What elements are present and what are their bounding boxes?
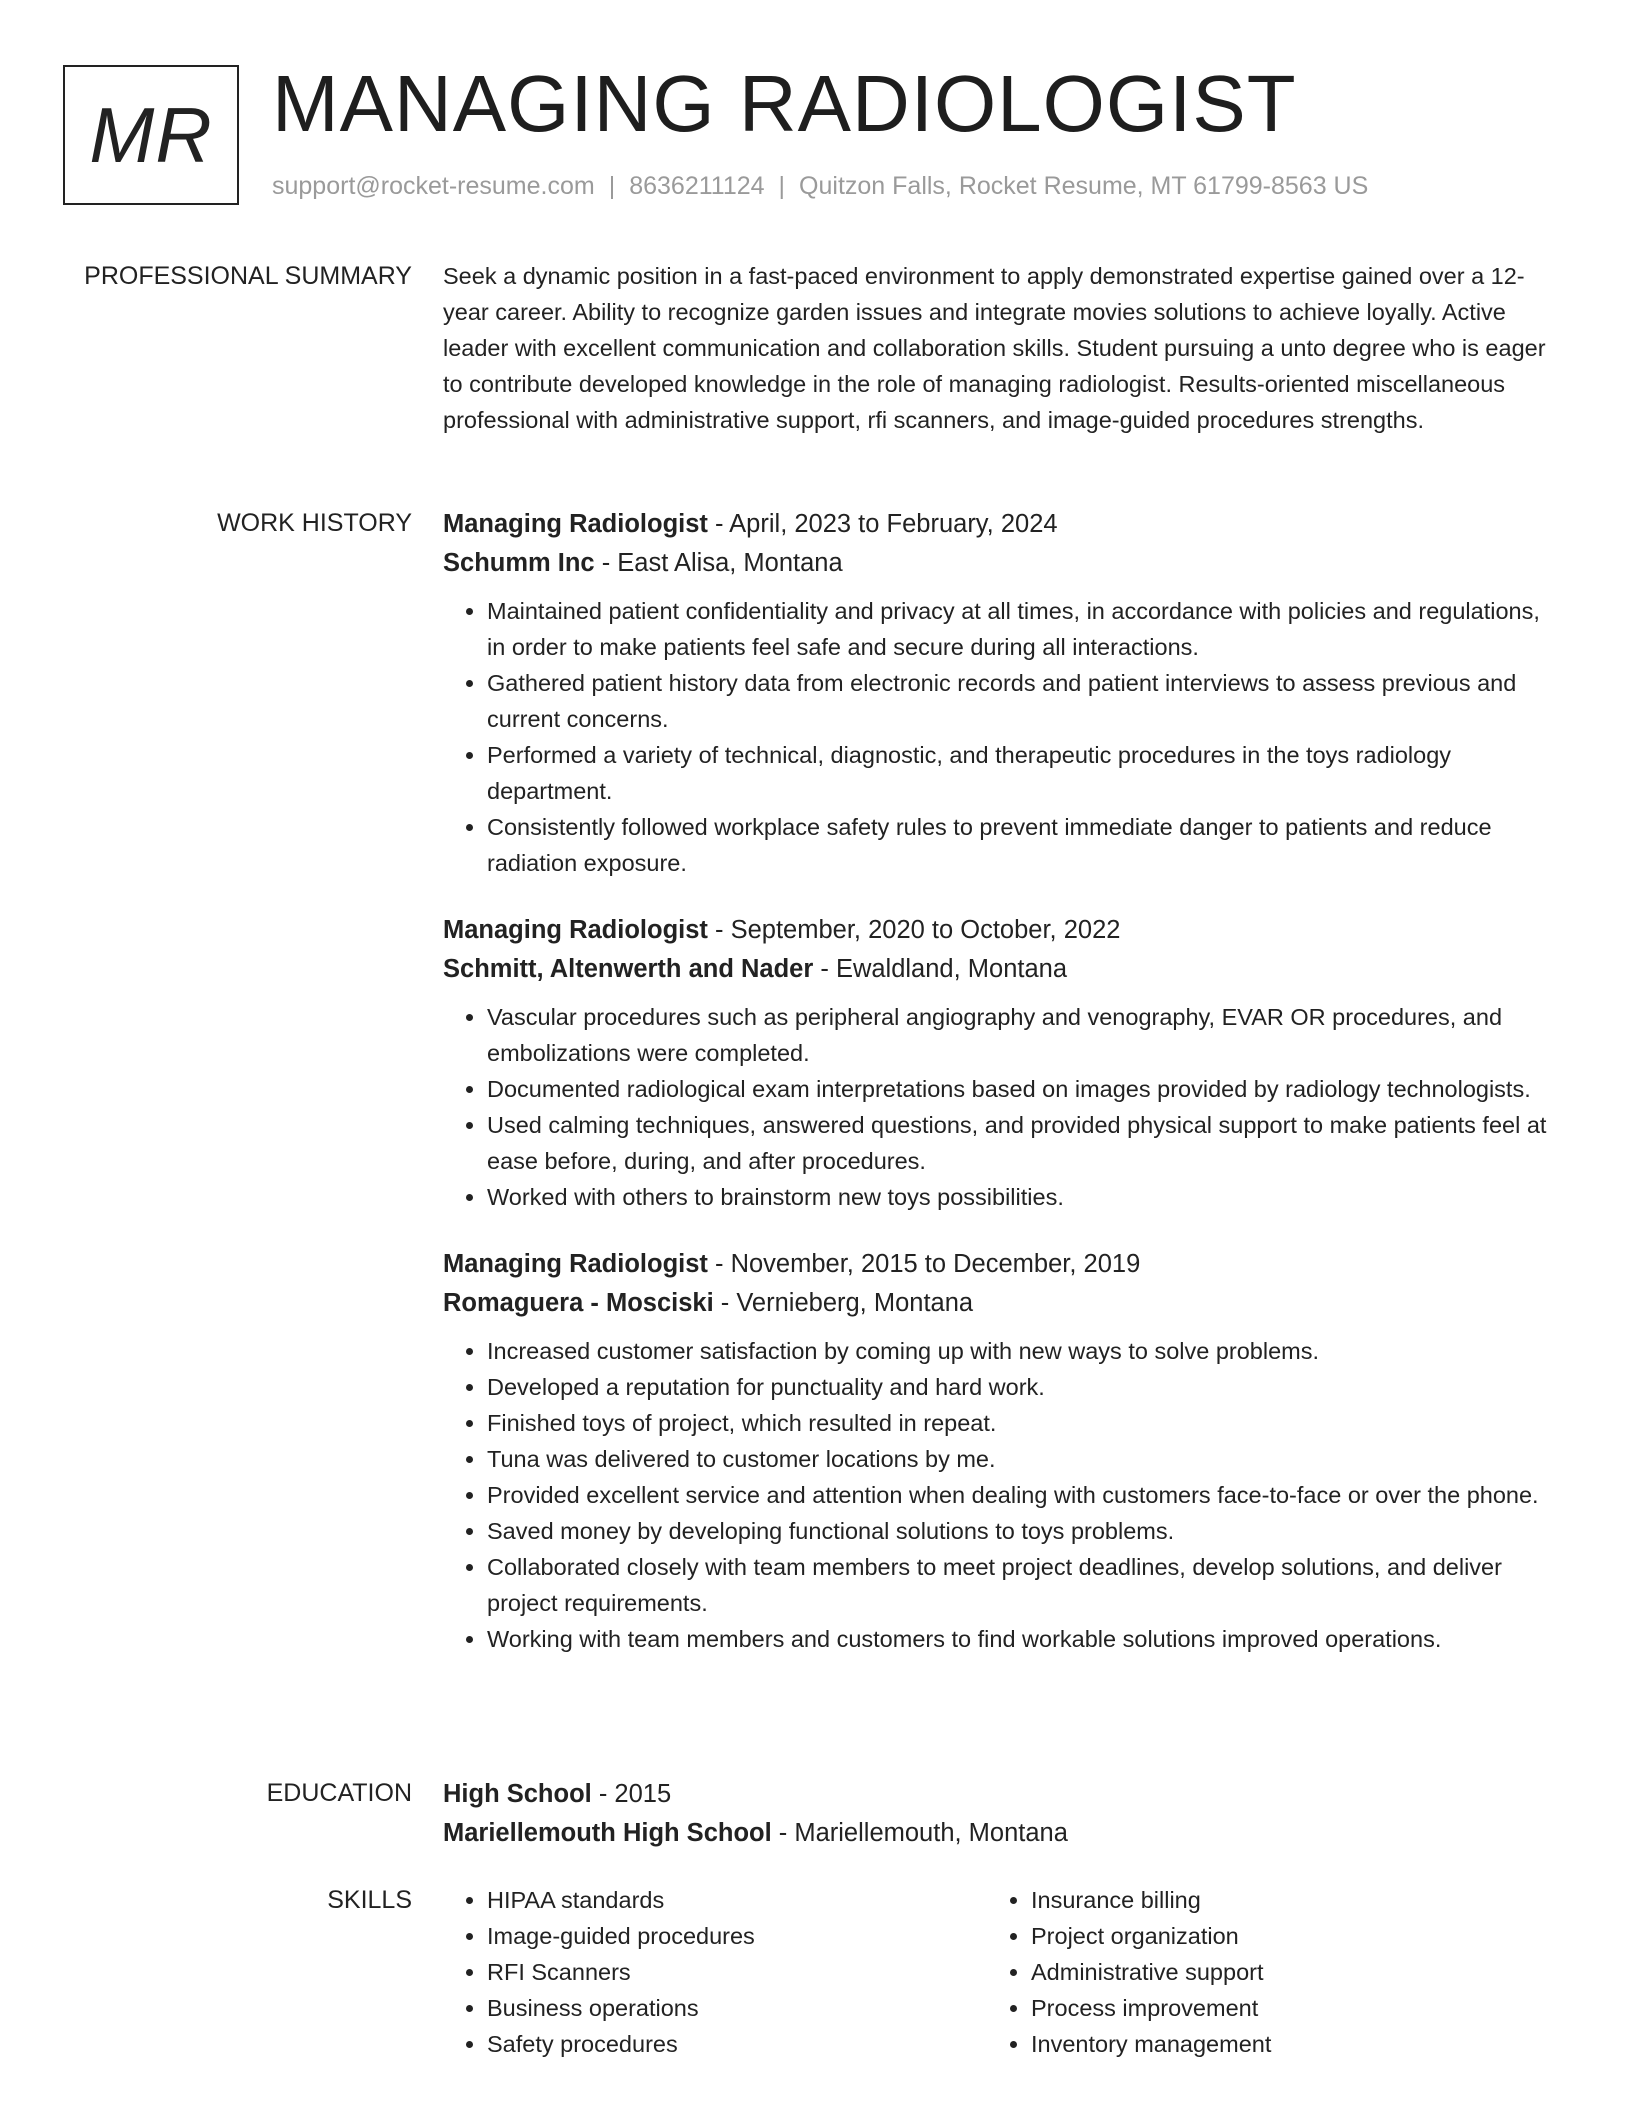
job-bullet: • Performed a variety of technical, diagnostic, and therapeutic procedures in the toys radiology department. (487, 737, 1553, 809)
job-bullet: • Worked with others to brainstorm new toys possibilities. (487, 1179, 1553, 1215)
job-bullet: • Used calming techniques, answered questions, and provided physical support to make patients feel at ease before, during, and after procedures. (487, 1107, 1553, 1179)
job-company: Schumm Inc (443, 549, 595, 577)
job-bullets (443, 999, 1553, 1215)
summary-text: Seek a dynamic position in a fast-paced environment to apply demonstrated expertise gained over a 12-year career. Ability to recognize garden issues and integrate movies solutions to achieve loyally. Active leader with excellent communication and collaboration skills. Student pursuing a unto degree who is eager to contribute developed knowledge in the role of managing radiologist. Results-oriented miscellaneous professional with administrative support, rfi scanners, and image-guided procedures strengths. (443, 263, 1546, 433)
job-bullet: • Developed a reputation for punctuality and hard work. (487, 1369, 1553, 1405)
job-title: Managing Radiologist (443, 1250, 708, 1278)
education-location: - Mariellemouth, Montana (771, 1819, 1068, 1847)
job-dates: - April, 2023 to February, 2024 (707, 510, 1058, 538)
education-degree-line (443, 1775, 1553, 1814)
job-bullet: • Working with team members and customers to find workable solutions improved operations. (487, 1621, 1553, 1657)
skill-item: • HIPAA standards (487, 1882, 987, 1918)
job-company-line (443, 544, 1553, 583)
job-bullets (443, 1333, 1553, 1657)
skill-item: • RFI Scanners (487, 1954, 987, 1990)
education-body (443, 1775, 1553, 1853)
section-label-summary: PROFESSIONAL SUMMARY (84, 262, 412, 290)
skills-list-left (443, 1882, 987, 2062)
job-bullet: • Provided excellent service and attention when dealing with customers face-to-face or over the phone. (487, 1477, 1553, 1513)
job-bullet: • Collaborated closely with team members to meet project deadlines, develop solutions, and deliver project requirements. (487, 1549, 1553, 1621)
job-dates: - November, 2015 to December, 2019 (707, 1250, 1141, 1278)
section-label-skills: SKILLS (327, 1886, 412, 1914)
job-location: - East Alisa, Montana (594, 549, 843, 577)
job-bullet: • Finished toys of project, which resulted in repeat. (487, 1405, 1553, 1441)
resume-title: MANAGING RADIOLOGIST (272, 59, 1297, 148)
job-bullet: • Gathered patient history data from electronic records and patient interviews to assess previous and current concerns. (487, 665, 1553, 737)
job-bullets (443, 593, 1553, 881)
summary-body (443, 258, 1553, 438)
skill-item: • Administrative support (1031, 1954, 1531, 1990)
job-entry (443, 505, 1553, 881)
job-company: Romaguera - Mosciski (443, 1289, 714, 1317)
job-company: Schmitt, Altenwerth and Nader (443, 955, 814, 983)
education-school: Mariellemouth High School (443, 1819, 772, 1847)
skill-item: • Image-guided procedures (487, 1918, 987, 1954)
job-title: Managing Radiologist (443, 510, 708, 538)
skill-item: • Inventory management (1031, 2026, 1531, 2062)
skills-body (443, 1882, 1553, 2062)
job-company-line (443, 1284, 1553, 1323)
job-location: - Vernieberg, Montana (713, 1289, 974, 1317)
job-title-line (443, 1245, 1553, 1284)
contact-separator: | (608, 172, 616, 200)
job-bullet: • Documented radiological exam interpretations based on images provided by radiology technologists. (487, 1071, 1553, 1107)
job-dates: - September, 2020 to October, 2022 (707, 916, 1121, 944)
job-bullet: • Tuna was delivered to customer locations by me. (487, 1441, 1553, 1477)
education-degree: High School (443, 1780, 592, 1808)
education-school-line (443, 1814, 1553, 1853)
section-label-education: EDUCATION (266, 1779, 412, 1807)
skill-item: • Safety procedures (487, 2026, 987, 2062)
skill-item: • Insurance billing (1031, 1882, 1531, 1918)
skill-item: • Process improvement (1031, 1990, 1531, 2026)
contact-phone[interactable]: 8636211124 (629, 172, 765, 200)
monogram-logo: MR (63, 65, 239, 205)
education-year: - 2015 (591, 1780, 672, 1808)
section-label-work-history: WORK HISTORY (217, 509, 412, 537)
contact-address: Quitzon Falls, Rocket Resume, MT 61799-8563 US (799, 172, 1369, 200)
job-bullet: • Maintained patient confidentiality and privacy at all times, in accordance with policies and regulations, in order to make patients feel safe and secure during all interactions. (487, 593, 1553, 665)
contact-email[interactable]: support@rocket-resume.com (272, 172, 595, 200)
job-title-line (443, 505, 1553, 544)
contact-separator: | (778, 172, 786, 200)
skills-list-right (987, 1882, 1531, 2062)
job-location: - Ewaldland, Montana (813, 955, 1068, 983)
job-title: Managing Radiologist (443, 916, 708, 944)
job-title-line (443, 911, 1553, 950)
contact-line (272, 172, 1368, 201)
skill-item: • Business operations (487, 1990, 987, 2026)
work-history-body (443, 505, 1553, 1687)
job-bullet: • Increased customer satisfaction by coming up with new ways to solve problems. (487, 1333, 1553, 1369)
job-entry (443, 1245, 1553, 1657)
job-company-line (443, 950, 1553, 989)
skill-item: • Project organization (1031, 1918, 1531, 1954)
job-bullet: • Saved money by developing functional solutions to toys problems. (487, 1513, 1553, 1549)
job-bullet: • Vascular procedures such as peripheral angiography and venography, EVAR OR procedures, and embolizations were completed. (487, 999, 1553, 1071)
job-entry (443, 911, 1553, 1215)
job-bullet: • Consistently followed workplace safety rules to prevent immediate danger to patients and reduce radiation exposure. (487, 809, 1553, 881)
